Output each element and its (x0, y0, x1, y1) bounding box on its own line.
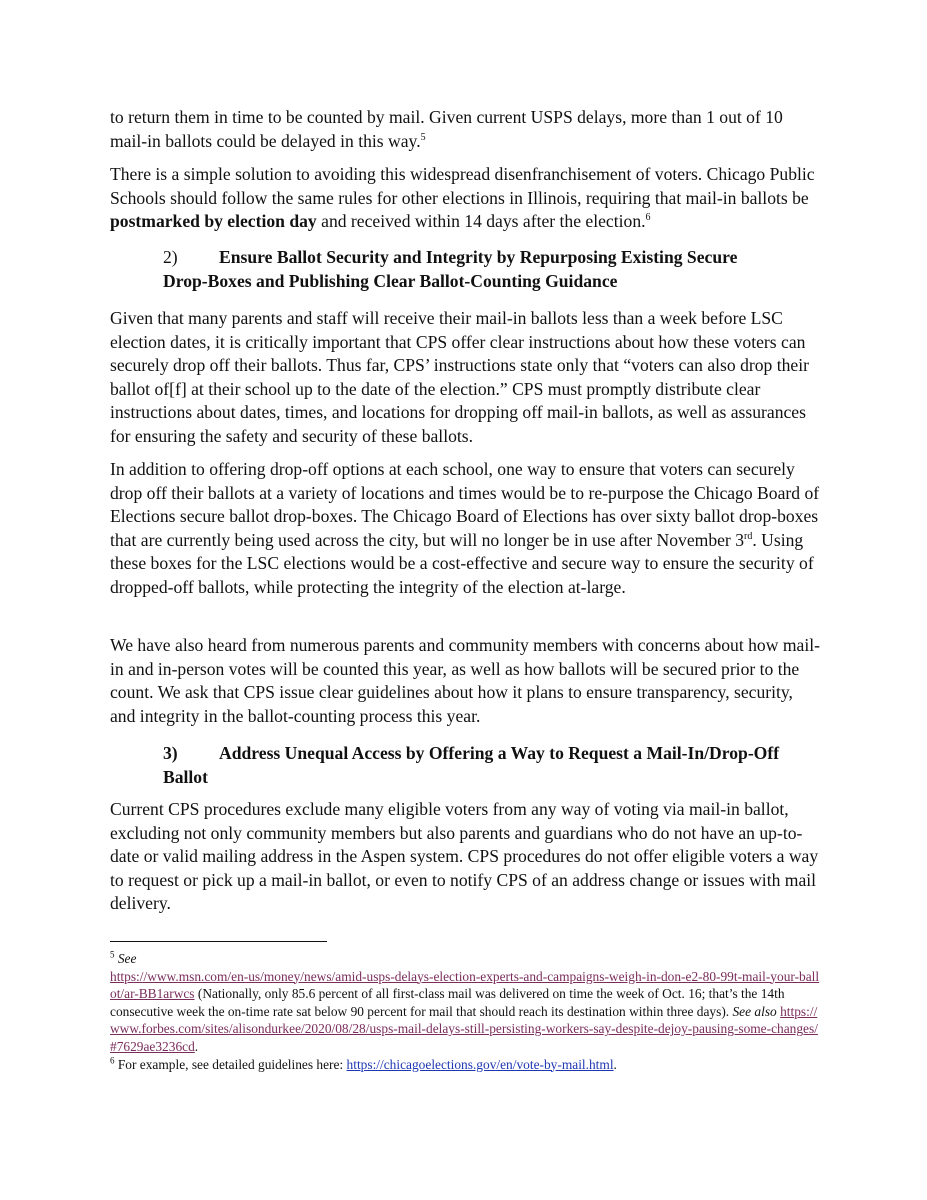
paragraph-text: In addition to offering drop-off options at each school, one way to ensure that voters can securely drop off their ballots at a variety of locations and times would be to re-purpose the Chicago Board of Elections secure ballot drop-boxes. The Chicago Board of Elections has over sixty ballot drop-boxes that are currently being used across the city, but will no longer be in use after November 3 (110, 459, 820, 550)
footnote-signal: See also (732, 1003, 777, 1019)
paragraph-usps-delays (110, 106, 822, 153)
paragraph-text: . Using these boxes for the LSC elections would be a cost-effective and secure way to ensure the security of dropped-off ballots, while protecting the integrity of the election at-large. (110, 529, 814, 597)
footnote-link-chicagoelections[interactable]: https://chicagoelections.gov/en/vote-by-mail.html (346, 1056, 614, 1072)
footnote-marker: 6 (110, 1055, 115, 1066)
footnote-link-msn[interactable]: https://www.msn.com/en-us/money/news/amid-usps-delays-election-experts-and-campaigns-weigh-in-don-e2-80-99t-mail-your-ballot/ar-BB1arwcs (110, 968, 820, 1002)
footnote-marker: 5 (110, 949, 115, 960)
paragraph-text: to return them in time to be counted by mail. Given current USPS delays, more than 1 out of 10 mail-in ballots could be delayed in this way. (110, 107, 783, 151)
paragraph-simple-solution (110, 163, 822, 234)
footnote-6 (110, 1056, 822, 1074)
footnotes (110, 950, 822, 1073)
footnote-ref-6[interactable]: 6 (645, 212, 651, 224)
section-number: 2) (163, 247, 178, 267)
section-heading-2 (110, 246, 822, 293)
footnote-separator (110, 941, 327, 942)
paragraph-text: There is a simple solution to avoiding this widespread disenfranchisement of voters. Chicago Public Schools should follow the same rules for other elections in Illinois, requiring that mail-in ballots be (110, 164, 815, 208)
section-title-line2: Ballot (163, 766, 208, 787)
section-title-line1: Ensure Ballot Security and Integrity by Repurposing Existing Secure (219, 247, 738, 267)
paragraph-drop-off-instructions (110, 307, 822, 449)
paragraph-text: and received within 14 days after the election. (316, 211, 646, 232)
paragraph-counting-concerns (110, 634, 822, 728)
footnote-signal: See (117, 951, 137, 966)
section-title-line2: Drop-Boxes and Publishing Clear Ballot-Counting Guidance (163, 270, 618, 291)
footnote-punctuation: . (194, 1038, 199, 1054)
footnote-punctuation: . (613, 1056, 617, 1072)
ordinal-suffix: rd (744, 530, 753, 542)
paragraph-unequal-access (110, 798, 822, 916)
paragraph-drop-boxes (110, 458, 822, 600)
footnote-5 (110, 950, 822, 1056)
paragraph-text: Given that many parents and staff will receive their mail-in ballots less than a week before LSC election dates, it is critically important that CPS offer clear instructions about how these voters can securely drop off their ballots. Thus far, CPS’ instructions state only that “voters can also drop their ballot of[f] at their school up to the date of the election.” CPS must promptly distribute clear instructions about dates, times, and locations for dropping off mail-in ballots, as well as assurances for ensuring the safety and security of these ballots. (110, 308, 809, 446)
footnote-text: For example, see detailed guidelines here: (114, 1056, 347, 1072)
paragraph-emphasis: postmarked by election day (110, 211, 317, 232)
paragraph-text: We have also heard from numerous parents and community members with concerns about how mail-in and in-person votes will be counted this year, as well as how ballots will be secured prior to the count. We ask that CPS issue clear guidelines about how it plans to ensure transparency, security, and integrity in the ballot-counting process this year. (110, 635, 820, 726)
footnote-link-forbes[interactable]: https://www.forbes.com/sites/alisondurkee/2020/08/28/usps-mail-delays-still-persisting-workers-say-despite-dejoy-pausing-some-changes/#7629ae3236cd (110, 1003, 818, 1054)
footnote-ref-5[interactable]: 5 (420, 131, 426, 143)
footnote-text: (Nationally, only 85.6 percent of all first-class mail was delivered on time the week of Oct. 16; that’s the 14th consecutive week the on-time rate sat below 90 percent for mail that should reach its destination within three days). (110, 986, 785, 1019)
section-title-line1: Address Unequal Access by Offering a Way to Request a Mail-In/Drop-Off (219, 743, 780, 763)
paragraph-text: Current CPS procedures exclude many eligible voters from any way of voting via mail-in ballot, excluding not only community members but also parents and guardians who do not have an up-to-date or valid mailing address in the Aspen system. CPS procedures do not offer eligible voters a way to request or pick up a mail-in ballot, or even to notify CPS of an address change or issues with mail delivery. (110, 799, 819, 914)
section-number: 3) (163, 743, 178, 763)
section-heading-3 (110, 742, 822, 789)
